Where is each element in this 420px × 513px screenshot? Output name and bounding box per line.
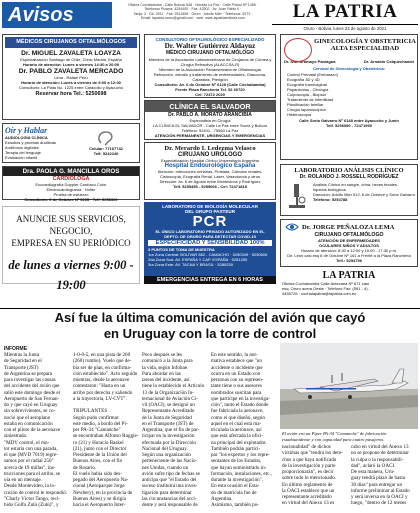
- ad-line: Telf. 5255455 - 5255066 - Cel: 72471818: [173, 184, 247, 189]
- article-line: tante tiene o sus asesores: [211, 383, 262, 390]
- article-line: "MDV control, el mo-: [4, 439, 50, 446]
- headline-line: en Uruguay con la torre de control: [103, 326, 317, 341]
- ad-title: MÉDICOS CIRUJANOS OFTALMÓLOGOS: [5, 37, 137, 48]
- article-line: dad", aclaró la OACI.: [351, 462, 396, 469]
- article-line: de Argentina se prepara: [4, 370, 53, 377]
- address: Consultorio: La Plata No. 1225 entre Caracollo y Ayacucho: [18, 84, 124, 90]
- list-item: Cirugía laparoscópica: [287, 106, 326, 112]
- article-line: do de matrícula fue de: [211, 489, 257, 496]
- article-line: cución de control le respondió:: [4, 489, 68, 496]
- ad-line: OCULARES NIÑOS Y ADULTOS: [319, 243, 379, 248]
- article-line: pegado del Aeropuerto Na-: [73, 477, 129, 483]
- services: Refracción, estudio y tratamiento de enfermedades, Glaucoma, Cataratas, Pterigión: [153, 72, 267, 82]
- list-item: 3ra Zona Este: AV. TACNA Y BRASIL · 5280255: [148, 262, 233, 267]
- doctor-name: Dr. Merardo I. Ledezma Velasco: [164, 145, 256, 152]
- article-line: triculada la aeronave, así: [211, 427, 262, 433]
- contact-line: Oficina Cochabamba - Calle Bolívar 548 · Nicolás La Paz · Calle Potosí Nº 1456 ·: [128, 3, 258, 7]
- article-line: De esta manera, Uru-: [351, 469, 395, 475]
- ad-line: de lunes a viernes 9:00 - 19:00: [8, 258, 134, 292]
- ad-line: Electrocardiograma · Holter: [46, 187, 96, 192]
- article-line: do y que cayó en Uruguay: [4, 402, 58, 408]
- ad-oir-hablar: [2, 123, 140, 163]
- article-line: este medio, a bordo del Pi-: [73, 420, 128, 427]
- ad-line: Oficina Cochabamba Calle Antezana Nº 671 casi: [282, 281, 369, 286]
- article-headline: [2, 310, 418, 342]
- hours: Horario de atención: Lunes a viernes 14:30 a 20:00: [22, 61, 120, 67]
- ad-title: GINECOLOGÍA Y OBSTETRICIA ALTA ESPECIALIDAD: [314, 38, 416, 53]
- phone: Telf. 5256090 - 72471990: [326, 122, 372, 128]
- article-line: nacionalidad" de dichos: [282, 444, 331, 450]
- article-line: trucciones para el arribo, se: [4, 470, 61, 477]
- detail: Miembro de la Asociación Panamericana de Oftalmología: [159, 67, 261, 72]
- ad-la-patria: [280, 270, 418, 306]
- article-column-1: [4, 352, 70, 508]
- description: Cervical de Ginecología y Obstetricia:: [312, 65, 386, 71]
- ad-clinica-salvador: [144, 100, 276, 140]
- article-line: informe preliminar al Estado: [351, 487, 410, 494]
- article-line: Representante Acreditado: [142, 408, 195, 415]
- article-column-4: [211, 352, 277, 508]
- article-line: del accidente del avión que: [4, 383, 60, 390]
- ad-line: Dirección: Av. 6 de Agosto entre Montecinos y Rodríguez: [159, 179, 261, 184]
- article-line: perteneciente de las Nacio-: [142, 458, 198, 465]
- list-item: 2da Zona Sud: AV. ESPAÑA Y CAP. ESPAÑA · 5281255: [148, 257, 248, 262]
- article-line: personas con su represen-: [211, 377, 264, 383]
- ad-line: Telf.: 5254756: [336, 258, 362, 263]
- article-line: En esta ocasión el Esta-: [211, 483, 260, 490]
- article-column-2: [73, 352, 139, 508]
- article-line: (21), junto con el Director: [73, 445, 127, 452]
- article-line: acerca de 19 millas", ins-: [4, 464, 56, 471]
- list-item: Ecografía transvaginal: [287, 81, 327, 87]
- article-line: ternacional de Aviación Ci-: [142, 395, 198, 402]
- ad-top: CONSULTORIO OFTALMOLÓGICO ESPECIALIZADO: [155, 37, 265, 42]
- article-line: Presidente de la Unión del: [73, 452, 127, 458]
- doctor-name: Dr. Walter Gutiérrez Aldayuz: [164, 42, 256, 50]
- article-line: 30 días" para entregar un: [351, 481, 403, 488]
- ad-pcr-laboratorio: [144, 202, 276, 276]
- article-line: la OACI establece que un: [282, 487, 335, 494]
- article-line: durante la investigación".: [211, 477, 264, 483]
- list-item: Evaluación infantil: [5, 155, 38, 160]
- article-line: arribo por derecha y saliendo: [73, 389, 133, 396]
- article-line: bido Golfo Zulú (Zulú)", y: [4, 502, 59, 508]
- newspaper-name: LA PATRIA: [322, 270, 376, 281]
- article-line: Argentina, que el fin de par-: [142, 427, 200, 433]
- article-line: El vuelo había sido des-: [73, 470, 122, 477]
- article-line: avión sufre tipo de fechas se: [142, 470, 200, 477]
- article-line: tiene lo establecido el Artículo: [142, 383, 205, 390]
- article-line: oía en un mensaje.: [4, 477, 42, 483]
- ad-title: CLÍNICA EL SALVADOR: [145, 101, 275, 112]
- ad-footer: EMERGENCIAS ENTREGA EN 6 HORAS: [144, 276, 276, 284]
- ad-line: Prueba de esfuerzo: [53, 192, 89, 197]
- article-line: dente y será responsable de: [142, 502, 198, 508]
- ad-top: DEL GRUPO PASTEUR: [184, 209, 236, 214]
- article-line: con el piloto de la aeronave: [4, 427, 61, 433]
- article-line: tigación para determinar: [142, 489, 192, 496]
- article-line: de Rosario.: [73, 464, 97, 471]
- list-item: Histeroscopia: [287, 111, 312, 117]
- article-line: de Seguridad en el: [4, 358, 42, 365]
- contact-info: [118, 3, 268, 21]
- phone: Consultorio: 6 de Octubre Nº 5235 · Telf: 5258300: [24, 197, 118, 202]
- article-line: sobre todo lo mencionado.: [282, 475, 337, 482]
- detail: Miembro de la Asociación Latinoamericana de Cirujanos de Córnea y Cirugía Refractiva (ALACCSA-R): [148, 57, 272, 67]
- article-column-5: [282, 444, 348, 507]
- ad-line: 4455726 · cochalapatria@lapatria.com.bo: [282, 291, 357, 296]
- ad-line: EMPRESA EN SU PERIÓDICO: [11, 238, 131, 248]
- headline-line: Así fue la última comunicación del avión que cayó: [54, 310, 366, 325]
- article-line: en virtud del Anexo 13 es: [282, 500, 335, 507]
- article-line: También podrán partici-: [211, 445, 261, 452]
- article-line: "Charly Víctor Tango, reci-: [4, 495, 60, 502]
- ad-line: ATENCIÓN DE ENFERMEDADES: [318, 238, 380, 243]
- list-item: 1ra Zona Central: BOLÍVAR 882 - CAMACHO · 5250349 · 5250606: [148, 252, 268, 257]
- doctor-name: Dr. PABLO ZAVALETA MERCADO: [18, 67, 124, 75]
- ad-line: Dir. León casi esq 6 de Octubre Nº 161 a Frente a la Plaza Ranchería: [287, 253, 411, 258]
- ear-icon: [95, 130, 117, 146]
- article-line: TRIPULANTES: [73, 408, 108, 415]
- newspaper-name: LA PATRIA: [292, 1, 398, 22]
- article-line: ocurra en un Estado con: [211, 370, 261, 377]
- ad-mancilla: [2, 166, 140, 200]
- article-line: Según una organización: [142, 452, 191, 458]
- ad-big: PCR: [192, 213, 228, 230]
- article-rule: [0, 308, 420, 309]
- eye-icon: [285, 222, 299, 232]
- list-item: Terapia del lenguaje: [5, 150, 41, 155]
- article-line: (260) rumbo). Vuelo que de-: [73, 358, 132, 365]
- ad-top: LABORATORIO DE BIOLOGÍA MOLECULAR: [162, 204, 258, 209]
- article-line: ticipar en la investigación: [142, 433, 195, 440]
- ad-laboratorio-analisis: [280, 164, 418, 216]
- article-line: guay tendrá plazo de hasta: [351, 475, 406, 482]
- phone: Reservar hora Tel.: 5250698: [35, 90, 107, 97]
- doctor-name: Dr. JORGE PEÑALOZA LEMA: [302, 223, 395, 231]
- section-title: Avisos: [2, 2, 112, 28]
- cel: Celular: 77167742: [89, 146, 123, 151]
- doctor-name: Dra. PAOLA G. MANCILLA OROS: [3, 167, 139, 176]
- page-header: [0, 0, 420, 30]
- article-line: per PA-34 "Camanche": [73, 427, 121, 433]
- ad-title: LABORATORIO ANÁLISIS CLÍNICO: [294, 167, 404, 174]
- article-line: mativa establece que "un: [211, 358, 262, 365]
- article-line: Aeropuerto de San Fernan-: [4, 395, 60, 402]
- article-line: que hayan suministrado in-: [211, 464, 267, 471]
- list-item: Estudios y pruebas auditivas: [5, 140, 56, 145]
- article-line: tor estaría con una parada,: [4, 445, 58, 452]
- article-line: cabo en virtud del Anexo 13: [351, 444, 409, 450]
- ad-line: LA CLÍNICA EL SALVADOR - Calle La Paz entre Sucre y Bolívar: [152, 123, 268, 128]
- ad-penaloza: [280, 219, 418, 267]
- doctor-name: Dr. PABLO A. MORATO ARANCIBIA: [168, 112, 252, 118]
- ad-sub: Especialización Hospital Clínico Universitario Argentina: [161, 158, 259, 163]
- list-item: Control Prenatal (Embarazo): [287, 71, 338, 77]
- hospital-name: Hospital Endourológico España: [164, 163, 256, 169]
- article-line: sin sobrevivientes, se co-: [4, 408, 56, 415]
- article-line: na principal del explotador.: [211, 439, 267, 446]
- ad-line: líquidos biológicos.: [313, 187, 347, 192]
- doctor-name: Dr. ROLANDO J. ROSSELL RODRÍGUEZ: [299, 174, 399, 180]
- clinic-logo-icon: [284, 38, 312, 62]
- address: Calle Soria Galvarro Nº 6148 entre Ayacucho y Junín: [299, 117, 399, 123]
- article-line: Desde Montevideo, la lo-: [4, 483, 56, 490]
- article-line: vil (OACI), se designó un: [142, 402, 195, 408]
- ad-line: Atención: Infecciones urinarias, Próstata, Cálculos renales,: [157, 169, 263, 174]
- contact-line: Teléfonos Pizarra: 4254400 · Fax: 42502 · Av. Juan Pablo II ·: [144, 7, 242, 12]
- article-line: víctimas que "tendrá los dere-: [282, 450, 343, 457]
- ad-line: Horario de atención: 8:30 a 12:00 y 15:00 - 17:30 p.m.: [300, 248, 398, 253]
- article-photo: [280, 343, 418, 429]
- article-kicker: INFORME: [4, 346, 28, 352]
- services-list: [281, 71, 417, 118]
- ad-line: EL ÚNICO LABORATORIO PRIVADO AUTORIZADO EN EL DEPTO. DE ORURO PARA DETECTAR COVID-19: [155, 229, 265, 239]
- article-line: Newbery), en la provincia de: [73, 489, 133, 496]
- doctor-spec: Especialización Santiago de Chile, Clínic Madrid, España: [20, 56, 122, 62]
- article-column-3: [142, 352, 208, 508]
- article-line: comunicó a la Junta para: [142, 358, 193, 365]
- ad-line: Análisis Clínico en sangre, orina, heces fecales,: [313, 182, 398, 187]
- article-line: luego, "dentro de 12 meses: [351, 500, 407, 507]
- article-line: sentantes de los Estados,: [211, 458, 262, 465]
- ad-points-title: 3 PUNTOS DE TOMA DE MUESTRA: [148, 247, 215, 252]
- article-line: nes Unidas, cuando un: [142, 464, 189, 471]
- article-line: representante acreditado: [282, 494, 332, 500]
- doctor-name: Dr. MIGUEL ZAVALETA LOAYZA: [21, 49, 121, 57]
- ad-line: Teléfono: 5254788: [313, 197, 348, 202]
- microscope-icon: [284, 182, 310, 210]
- doctor-spec: MÉDICO CIRUJANO OFTALMÓLOGO: [166, 50, 254, 56]
- article-line: en el Transporte (JST) de: [142, 420, 194, 427]
- article-line: Argentina.: [211, 495, 233, 502]
- doctor-spec: CARDIÓLOGA: [52, 176, 90, 182]
- article-line: aquel en el cual está ma-: [211, 420, 262, 427]
- article-line: las circunstancias del acci-: [142, 495, 197, 502]
- article-line: ro (21) y Horacio Baskel: [73, 439, 124, 446]
- ad-line: esq. Oruro acera Oeste · Teléfono Fax: (591 - 4) -: [282, 286, 370, 291]
- article-line: par "los expertos y los repre-: [211, 452, 270, 458]
- article-line: 1-0-0-5, en una pista de 260: [73, 352, 131, 358]
- ad-line: ATENCIÓN PERMANENTE, URGENCIAS Y EMERGENCIAS: [154, 133, 266, 138]
- ad-line: Ecocardiografía Doppler Cardíaco Color: [35, 182, 107, 187]
- article-line: 13 de la Organización In-: [142, 389, 194, 396]
- ad-line: Dirección: Adolfo Mier 512, 6 de Octubre y Soria Galvarro: [313, 192, 416, 197]
- article-line: chos a que haya notificado: [282, 456, 337, 463]
- address: Consultorio: Av. 6 de Octubre Nº 6128 (Calle Cochabamba) Frente Plaza Ranchería Tel. 52 60720: [154, 82, 266, 92]
- article-line: de la investigación y parte: [282, 462, 336, 469]
- article-line: proporcionarán", es decir: [282, 469, 334, 475]
- contact-line: Tarija: 3 · Dir. 2511 · Fax: 2511508 · Oruro · Adolfo Mier · Teléfonos: 5273 ·: [133, 11, 253, 16]
- article-line: que participe en la investiga-: [211, 395, 270, 402]
- article-line: bía ser de plan, en confirma-: [73, 364, 132, 371]
- dateline: Oruro - Bolivia, lunes 23 de agosto de 2021: [272, 24, 418, 31]
- article-line: de la Junta de Seguridad: [142, 414, 192, 421]
- ad-aldayuz: [144, 34, 276, 98]
- article-line: Mientras la Junta: [4, 352, 40, 358]
- article-line: noció que el aeroplano: [4, 414, 51, 421]
- article-line: accidente o incidente que: [211, 364, 263, 371]
- ad-clasificado: [2, 206, 140, 292]
- doctor-name: Dr. Iván Aramayo Paniagua: [284, 58, 336, 64]
- list-item: Planificación familiar: [287, 101, 324, 107]
- article-line: contestaron: "Hasta en un: [73, 383, 126, 390]
- article-line: hacia el Aeropuerto Inter-: [73, 502, 126, 508]
- article-line: Poco después se les: [142, 352, 183, 358]
- article-line: cional (Aeroparque Jorge: [73, 483, 125, 490]
- article-line: anticipa que "el Estado del: [142, 477, 197, 483]
- article-line: a la trayectoria, LV-CVT".: [73, 395, 127, 402]
- doctor-spec: CIRUJANO OFTALMÓLOGO: [314, 232, 384, 238]
- hours: Horario de atención: Lunes a viernes de 9:00 a 12:00: [21, 79, 121, 85]
- article-line: Para abordar en las: [142, 370, 181, 377]
- contact-line: Email: lapatria.oruro@gmail.com · web: www.lapatriaenlinea.com: [141, 16, 245, 21]
- article-line: la vida, según Infobae.: [142, 364, 189, 371]
- doctor-spec: CIRUJANO URÓLOGO: [177, 152, 242, 158]
- article-line: fue fabricada la aeronave,: [211, 408, 264, 415]
- article-line: y será inversa en la OACI y: [351, 494, 408, 500]
- article-line: estaba en comunicación: [4, 420, 53, 427]
- doctor-name: Dr. Arnaldo Colquechambi: [363, 58, 414, 64]
- ad-ledezma: [144, 142, 276, 200]
- article-line: En este sentido, la nor-: [211, 352, 258, 358]
- newspaper-logo: [272, 1, 418, 31]
- ad-medicos-oftalmologos: [2, 34, 140, 120]
- ad-stat: ESPECIFICIDAD Y SENSIBILIDAD 100%: [148, 240, 272, 246]
- ad-line: ANUNCIE SUS SERVICIOS, NEGOCIO,: [16, 214, 126, 236]
- article-line: la culpa o la responsabili-: [351, 456, 404, 463]
- article-column-6: [351, 444, 417, 507]
- article-line: Según pudo confirmar: [73, 414, 119, 421]
- tel: Telf: 5242240: [93, 151, 119, 156]
- article-line: no se propone de determinar: [351, 450, 409, 457]
- article-line: En último reglamento de: [282, 481, 333, 488]
- article-line: que está afectada la ofici-: [211, 433, 264, 440]
- list-item: Ecografía 3D y 4D: [287, 76, 320, 82]
- article-line: Asimismo, también po-: [211, 502, 259, 508]
- article-line: el que (MVD 7019) regre-: [4, 452, 58, 458]
- list-item: Audífonos digitales: [5, 145, 39, 150]
- list-item: Colposcopia - Biopsia: [287, 91, 326, 97]
- article-line: Buenos Aires) y se dirigía: [73, 495, 126, 502]
- airplane-photo-icon: [280, 343, 418, 429]
- cel: Cel: 72472 2020: [195, 92, 225, 97]
- ad-line: Teléfono: 52401 - 75560 La Paz: [181, 128, 239, 133]
- article-line: Nacional del Uruguay.: [142, 445, 188, 452]
- ad-line: Cistoscopía, Ecografía Renal, Láser, Vasectomía y otros: [160, 174, 260, 179]
- article-line: ción establecido". Acto seguido: [73, 370, 138, 377]
- ad-ginecologia: [280, 34, 418, 160]
- article-line: suceso instituirá una inves-: [142, 483, 198, 490]
- article-line: ción", tanto el Estado donde: [211, 402, 269, 408]
- article-line: formación, instalaciones, etc.,: [211, 470, 272, 477]
- article-line: para investigar las causas: [4, 377, 56, 383]
- article-line: samos por el radial 250": [4, 458, 54, 465]
- list-item: Tratamiento de infertilidad: [287, 96, 334, 102]
- ad-title: Oír y Hablar: [5, 126, 48, 135]
- list-item: Papanicolau - Citología: [287, 86, 329, 92]
- article-line: como el que diseñó, según: [211, 414, 265, 421]
- doctor-spec: Lima - Rafael Perú: [54, 74, 88, 80]
- photo-caption: El avión era un Piper PA-34 "Camanche" de fabricación estadounidense y con capacidad para cuatro pasajeros.: [282, 431, 387, 442]
- ad-subtitle: AUDIOLOGÍA CLÍNICA: [5, 135, 48, 140]
- article-line: efectuada por la Dirección: [142, 439, 196, 446]
- article-line: tareas del incidente, así: [142, 377, 190, 383]
- article-line: siniestrada.: [4, 433, 28, 440]
- article-line: Transporte (JST): [4, 364, 39, 371]
- article-line: se encontraban Alfonso Ruggie-: [73, 433, 139, 440]
- doctor-spec: Especialista en Cirugía: [189, 118, 231, 123]
- article-line: nombrados suscitan para: [211, 389, 262, 396]
- article-line: mientras, desde la aeronave: [73, 377, 130, 383]
- article-line: salió este domingo desde el: [4, 389, 61, 396]
- article-line: Buenos Aires, con el fin: [73, 458, 123, 465]
